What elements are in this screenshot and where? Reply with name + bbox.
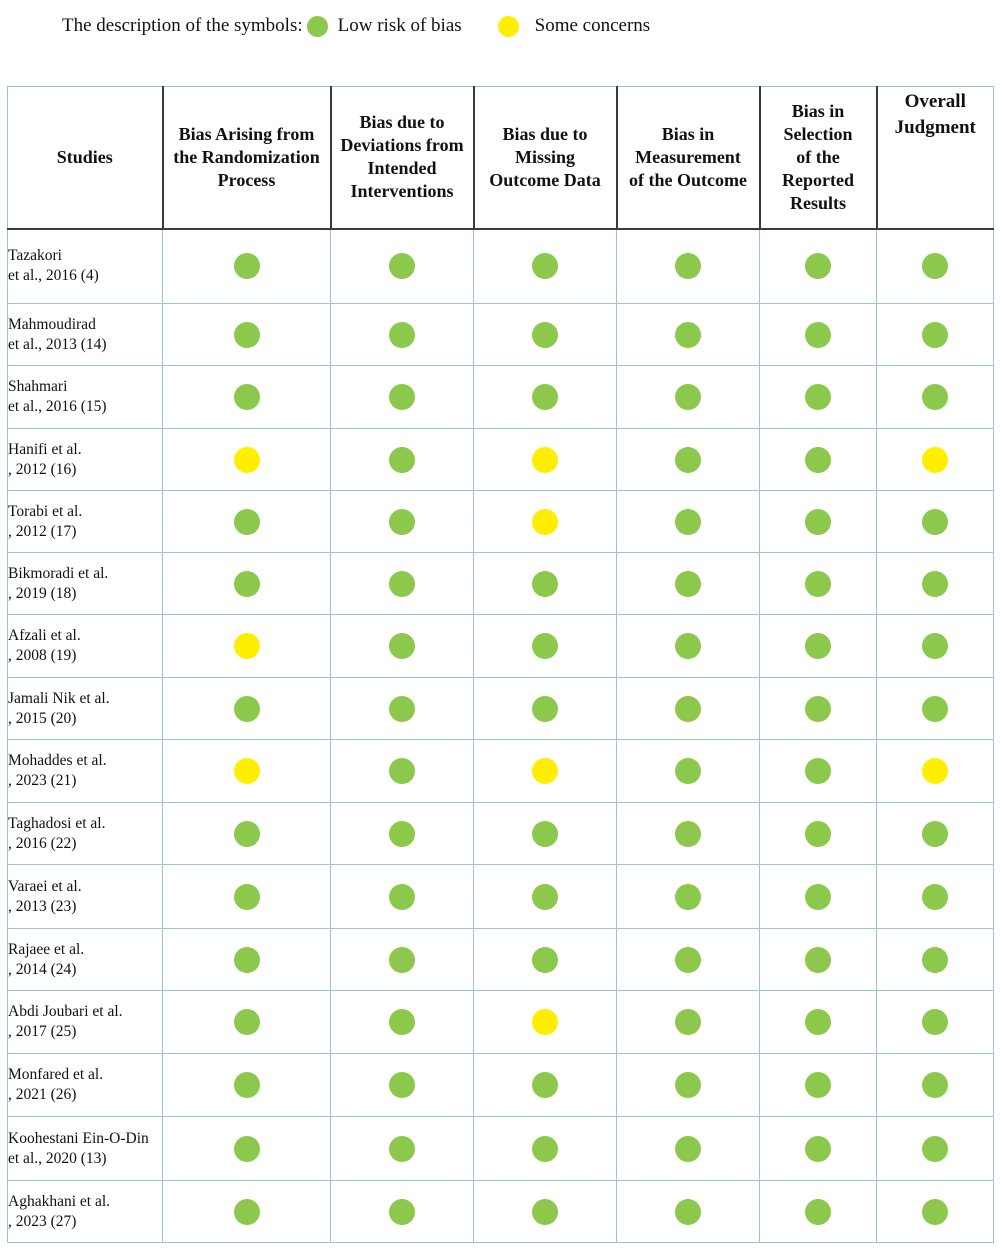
low-risk-dot-icon — [389, 696, 415, 722]
rating-cell — [474, 678, 617, 740]
rating-cell — [163, 1117, 331, 1181]
study-name-line: , 2012 (16) — [8, 460, 77, 478]
low-risk-dot-icon — [805, 633, 831, 659]
rating-cell — [760, 229, 877, 304]
header-row — [8, 87, 994, 229]
table-row — [8, 1181, 994, 1243]
rating-cell — [163, 429, 331, 491]
low-risk-dot-icon — [922, 384, 948, 410]
low-risk-dot-icon — [234, 509, 260, 535]
low-risk-dot-icon — [922, 1009, 948, 1035]
low-risk-dot-icon — [805, 821, 831, 847]
low-risk-dot-icon — [805, 1072, 831, 1098]
low-risk-dot-icon — [922, 1199, 948, 1225]
rating-cell — [877, 1117, 994, 1181]
study-name-line: Mohaddes et al. — [8, 752, 107, 769]
study-name-line: et al., 2016 (15) — [8, 398, 107, 415]
low-risk-dot-icon — [805, 696, 831, 722]
rating-cell — [331, 304, 474, 366]
study-name-line: , 2015 (20) — [8, 709, 77, 727]
low-risk-dot-icon — [922, 571, 948, 597]
study-name-line: et al., 2020 (13) — [8, 1149, 107, 1167]
low-risk-dot-icon — [532, 1199, 558, 1225]
rating-cell — [760, 865, 877, 929]
low-risk-dot-icon — [922, 633, 948, 659]
study-name — [8, 304, 163, 366]
rating-cell — [474, 366, 617, 429]
rating-cell — [617, 803, 760, 865]
rating-cell — [331, 229, 474, 304]
low-risk-dot-icon — [389, 1136, 415, 1162]
study-name-line: Mahmoudirad — [8, 315, 96, 333]
low-risk-dot-icon — [234, 571, 260, 597]
low-risk-dot-icon — [234, 1009, 260, 1035]
study-name — [8, 491, 163, 553]
rating-cell — [877, 1181, 994, 1243]
header-overall — [877, 87, 994, 229]
rating-cell — [163, 991, 331, 1054]
low-risk-dot-icon — [675, 253, 701, 279]
rating-cell — [331, 1181, 474, 1243]
rating-cell — [163, 1054, 331, 1117]
rating-cell — [331, 991, 474, 1054]
rating-cell — [877, 615, 994, 678]
rating-cell — [331, 553, 474, 615]
low-risk-dot-icon — [922, 821, 948, 847]
table-row — [8, 304, 994, 366]
rating-cell — [163, 929, 331, 991]
low-risk-dot-icon — [922, 509, 948, 535]
low-risk-dot-icon — [307, 16, 328, 37]
rating-cell — [617, 491, 760, 553]
header-line: Bias Arising from — [178, 123, 315, 144]
header-randomization — [163, 87, 331, 229]
low-risk-dot-icon — [675, 947, 701, 973]
study-name — [8, 429, 163, 491]
low-risk-dot-icon — [805, 758, 831, 784]
rating-cell — [760, 991, 877, 1054]
header-deviations — [331, 87, 474, 229]
low-risk-dot-icon — [532, 384, 558, 410]
low-risk-dot-icon — [234, 696, 260, 722]
study-name-line: , 2023 (21) — [8, 772, 77, 789]
table-row — [8, 229, 994, 304]
header-line: Bias in — [791, 100, 845, 121]
low-risk-dot-icon — [234, 1136, 260, 1162]
header-line: Missing — [514, 146, 575, 167]
rating-cell — [474, 865, 617, 929]
rating-cell — [877, 491, 994, 553]
rating-cell — [474, 1181, 617, 1243]
legend-low-label: Low risk of bias — [337, 15, 462, 36]
low-risk-dot-icon — [389, 253, 415, 279]
rating-cell — [474, 803, 617, 865]
table-row — [8, 1117, 994, 1181]
rating-cell — [617, 553, 760, 615]
rating-cell — [877, 678, 994, 740]
low-risk-dot-icon — [675, 571, 701, 597]
low-risk-dot-icon — [805, 884, 831, 910]
rating-cell — [760, 304, 877, 366]
low-risk-dot-icon — [675, 1136, 701, 1162]
header-missing-data — [474, 87, 617, 229]
study-name — [8, 1117, 163, 1181]
header-line: Overall — [904, 91, 966, 112]
some-concerns-dot-icon — [922, 758, 948, 784]
low-risk-dot-icon — [922, 253, 948, 279]
table-row — [8, 429, 994, 491]
rating-cell — [331, 491, 474, 553]
rating-cell — [331, 740, 474, 803]
rating-cell — [617, 615, 760, 678]
rating-cell — [617, 740, 760, 803]
low-risk-dot-icon — [532, 947, 558, 973]
rating-cell — [760, 740, 877, 803]
low-risk-dot-icon — [389, 571, 415, 597]
rating-cell — [474, 304, 617, 366]
rating-cell — [617, 1181, 760, 1243]
study-name — [8, 615, 163, 678]
some-concerns-dot-icon — [532, 1009, 558, 1035]
study-name-line: Tazakori — [8, 247, 62, 265]
rating-cell — [617, 429, 760, 491]
study-name-line: Aghakhani et al. — [8, 1192, 111, 1210]
header-line: of the Outcome — [629, 169, 747, 190]
legend-some-label: Some concerns — [534, 15, 651, 36]
rating-cell — [877, 304, 994, 366]
low-risk-dot-icon — [922, 696, 948, 722]
low-risk-dot-icon — [234, 821, 260, 847]
header-line: of the — [796, 146, 840, 167]
rating-cell — [760, 803, 877, 865]
rating-cell — [760, 553, 877, 615]
rating-cell — [617, 366, 760, 429]
table-row — [8, 740, 994, 803]
rating-cell — [474, 929, 617, 991]
low-risk-dot-icon — [675, 509, 701, 535]
low-risk-dot-icon — [532, 1136, 558, 1162]
some-concerns-dot-icon — [532, 758, 558, 784]
header-line: Outcome Data — [489, 169, 601, 190]
rating-cell — [163, 304, 331, 366]
table-row — [8, 553, 994, 615]
low-risk-dot-icon — [675, 696, 701, 722]
study-name — [8, 740, 163, 803]
low-risk-dot-icon — [675, 384, 701, 410]
low-risk-dot-icon — [805, 1136, 831, 1162]
study-name-line: , 2012 (17) — [8, 522, 77, 540]
rating-cell — [163, 615, 331, 678]
rating-cell — [474, 991, 617, 1054]
rating-cell — [163, 803, 331, 865]
rating-cell — [877, 553, 994, 615]
low-risk-dot-icon — [805, 1199, 831, 1225]
study-name-line: Koohestani Ein-O-Din — [8, 1129, 149, 1147]
rating-cell — [760, 1181, 877, 1243]
header-line: Reported — [782, 169, 854, 190]
some-concerns-dot-icon — [234, 758, 260, 784]
low-risk-dot-icon — [805, 384, 831, 410]
rating-cell — [877, 991, 994, 1054]
header-line: Interventions — [350, 181, 454, 202]
study-name — [8, 366, 163, 429]
rating-cell — [331, 929, 474, 991]
low-risk-dot-icon — [389, 1072, 415, 1098]
low-risk-dot-icon — [675, 884, 701, 910]
low-risk-dot-icon — [389, 633, 415, 659]
some-concerns-dot-icon — [234, 447, 260, 473]
rating-cell — [877, 740, 994, 803]
header-selection — [760, 87, 877, 229]
low-risk-dot-icon — [922, 884, 948, 910]
rating-cell — [877, 803, 994, 865]
low-risk-dot-icon — [234, 253, 260, 279]
rating-cell — [331, 803, 474, 865]
rating-cell — [877, 865, 994, 929]
low-risk-dot-icon — [805, 571, 831, 597]
low-risk-dot-icon — [389, 447, 415, 473]
low-risk-dot-icon — [389, 1009, 415, 1035]
rating-cell — [617, 865, 760, 929]
risk-of-bias-table — [7, 86, 994, 1243]
rating-cell — [760, 678, 877, 740]
rating-cell — [760, 1117, 877, 1181]
study-name-line: Varaei et al. — [8, 877, 82, 895]
rating-cell — [163, 229, 331, 304]
low-risk-dot-icon — [389, 1199, 415, 1225]
table-body — [8, 229, 994, 1243]
rating-cell — [474, 740, 617, 803]
header-line: Bias due to — [502, 123, 588, 144]
low-risk-dot-icon — [234, 384, 260, 410]
low-risk-dot-icon — [389, 509, 415, 535]
study-name — [8, 229, 163, 304]
low-risk-dot-icon — [532, 633, 558, 659]
some-concerns-dot-icon — [532, 509, 558, 535]
rating-cell — [163, 491, 331, 553]
low-risk-dot-icon — [532, 322, 558, 348]
low-risk-dot-icon — [234, 884, 260, 910]
low-risk-dot-icon — [389, 322, 415, 348]
legend-prefix: The description of the symbols: — [62, 15, 303, 36]
rating-cell — [163, 1181, 331, 1243]
low-risk-dot-icon — [675, 633, 701, 659]
study-name-line: Monfared et al. — [8, 1066, 104, 1083]
low-risk-dot-icon — [234, 1072, 260, 1098]
low-risk-dot-icon — [805, 253, 831, 279]
low-risk-dot-icon — [675, 1009, 701, 1035]
study-name — [8, 865, 163, 929]
low-risk-dot-icon — [922, 322, 948, 348]
study-name-line: et al., 2016 (4) — [8, 267, 99, 285]
study-name-line: , 2013 (23) — [8, 897, 77, 915]
rating-cell — [474, 1054, 617, 1117]
low-risk-dot-icon — [389, 821, 415, 847]
some-concerns-dot-icon — [922, 447, 948, 473]
low-risk-dot-icon — [675, 1072, 701, 1098]
rating-cell — [617, 929, 760, 991]
low-risk-dot-icon — [532, 253, 558, 279]
legend — [62, 12, 650, 40]
study-name — [8, 929, 163, 991]
rating-cell — [474, 615, 617, 678]
table-row — [8, 865, 994, 929]
study-name-line: , 2019 (18) — [8, 584, 77, 602]
rating-cell — [760, 615, 877, 678]
rating-cell — [760, 366, 877, 429]
study-name — [8, 1054, 163, 1117]
header-line: Selection — [783, 123, 853, 144]
rating-cell — [163, 553, 331, 615]
header-line: Deviations from — [340, 135, 464, 156]
rating-cell — [760, 429, 877, 491]
rating-cell — [877, 429, 994, 491]
rating-cell — [617, 304, 760, 366]
table-row — [8, 491, 994, 553]
rating-cell — [474, 229, 617, 304]
some-concerns-dot-icon — [234, 633, 260, 659]
low-risk-dot-icon — [532, 571, 558, 597]
some-concerns-dot-icon — [498, 16, 519, 37]
low-risk-dot-icon — [675, 758, 701, 784]
low-risk-dot-icon — [805, 447, 831, 473]
rating-cell — [760, 929, 877, 991]
study-name-line: Afzali et al. — [8, 627, 81, 644]
study-name-line: , 2008 (19) — [8, 647, 77, 664]
rating-cell — [617, 1117, 760, 1181]
study-name — [8, 991, 163, 1054]
study-name — [8, 678, 163, 740]
low-risk-dot-icon — [389, 947, 415, 973]
rating-cell — [760, 1054, 877, 1117]
study-name-line: , 2017 (25) — [8, 1023, 77, 1040]
header-measurement — [617, 87, 760, 229]
rating-cell — [474, 429, 617, 491]
study-name-line: Torabi et al. — [8, 502, 83, 520]
low-risk-dot-icon — [532, 884, 558, 910]
low-risk-dot-icon — [532, 1072, 558, 1098]
header-line: Bias due to — [359, 112, 445, 133]
some-concerns-dot-icon — [532, 447, 558, 473]
low-risk-dot-icon — [675, 1199, 701, 1225]
low-risk-dot-icon — [234, 947, 260, 973]
header-line: Measurement — [635, 146, 741, 167]
study-name-line: Shahmari — [8, 378, 68, 395]
low-risk-dot-icon — [234, 322, 260, 348]
rating-cell — [331, 615, 474, 678]
table-row — [8, 991, 994, 1054]
table-row — [8, 803, 994, 865]
rating-cell — [760, 491, 877, 553]
study-name-line: , 2023 (27) — [8, 1212, 77, 1230]
header-line: Intended — [367, 158, 437, 179]
rating-cell — [474, 1117, 617, 1181]
rating-cell — [877, 929, 994, 991]
rating-cell — [474, 553, 617, 615]
rating-cell — [331, 1117, 474, 1181]
rating-cell — [331, 1054, 474, 1117]
study-name-line: Abdi Joubari et al. — [8, 1003, 123, 1020]
study-name-line: Bikmoradi et al. — [8, 564, 109, 582]
table-row — [8, 615, 994, 678]
low-risk-dot-icon — [532, 696, 558, 722]
rating-cell — [877, 1054, 994, 1117]
header-line: Judgment — [894, 117, 976, 138]
header-line: Results — [789, 192, 846, 213]
study-name — [8, 553, 163, 615]
table-row — [8, 678, 994, 740]
low-risk-dot-icon — [805, 322, 831, 348]
study-name-line: , 2014 (24) — [8, 960, 77, 978]
low-risk-dot-icon — [234, 1199, 260, 1225]
study-name — [8, 1181, 163, 1243]
table-row — [8, 929, 994, 991]
low-risk-dot-icon — [675, 821, 701, 847]
rating-cell — [474, 491, 617, 553]
rating-cell — [331, 678, 474, 740]
rating-cell — [617, 1054, 760, 1117]
low-risk-dot-icon — [675, 447, 701, 473]
rating-cell — [163, 865, 331, 929]
rating-cell — [163, 740, 331, 803]
low-risk-dot-icon — [389, 884, 415, 910]
study-name-line: Rajaee et al. — [8, 940, 85, 958]
rating-cell — [331, 429, 474, 491]
rating-cell — [877, 229, 994, 304]
rating-cell — [617, 229, 760, 304]
low-risk-dot-icon — [922, 1136, 948, 1162]
header-line: Process — [217, 169, 276, 190]
study-name-line: Taghadosi et al. — [8, 814, 106, 832]
rating-cell — [877, 366, 994, 429]
rating-cell — [331, 366, 474, 429]
low-risk-dot-icon — [532, 821, 558, 847]
rating-cell — [617, 991, 760, 1054]
study-name-line: Hanifi et al. — [8, 440, 82, 458]
header-line: Studies — [56, 146, 113, 167]
study-name-line: et al., 2013 (14) — [8, 335, 107, 353]
rating-cell — [331, 865, 474, 929]
low-risk-dot-icon — [922, 1072, 948, 1098]
study-name — [8, 803, 163, 865]
header-line: the Randomization — [173, 146, 320, 167]
study-name-line: , 2021 (26) — [8, 1086, 77, 1103]
low-risk-dot-icon — [805, 1009, 831, 1035]
low-risk-dot-icon — [805, 509, 831, 535]
header-studies — [8, 87, 163, 229]
study-name-line: Jamali Nik et al. — [8, 689, 110, 707]
table-row — [8, 366, 994, 429]
header-line: Bias in — [661, 123, 715, 144]
low-risk-dot-icon — [675, 322, 701, 348]
low-risk-dot-icon — [389, 384, 415, 410]
low-risk-dot-icon — [805, 947, 831, 973]
table-row — [8, 1054, 994, 1117]
low-risk-dot-icon — [389, 758, 415, 784]
rating-cell — [163, 678, 331, 740]
low-risk-dot-icon — [922, 947, 948, 973]
rating-cell — [617, 678, 760, 740]
study-name-line: , 2016 (22) — [8, 834, 77, 852]
rating-cell — [163, 366, 331, 429]
